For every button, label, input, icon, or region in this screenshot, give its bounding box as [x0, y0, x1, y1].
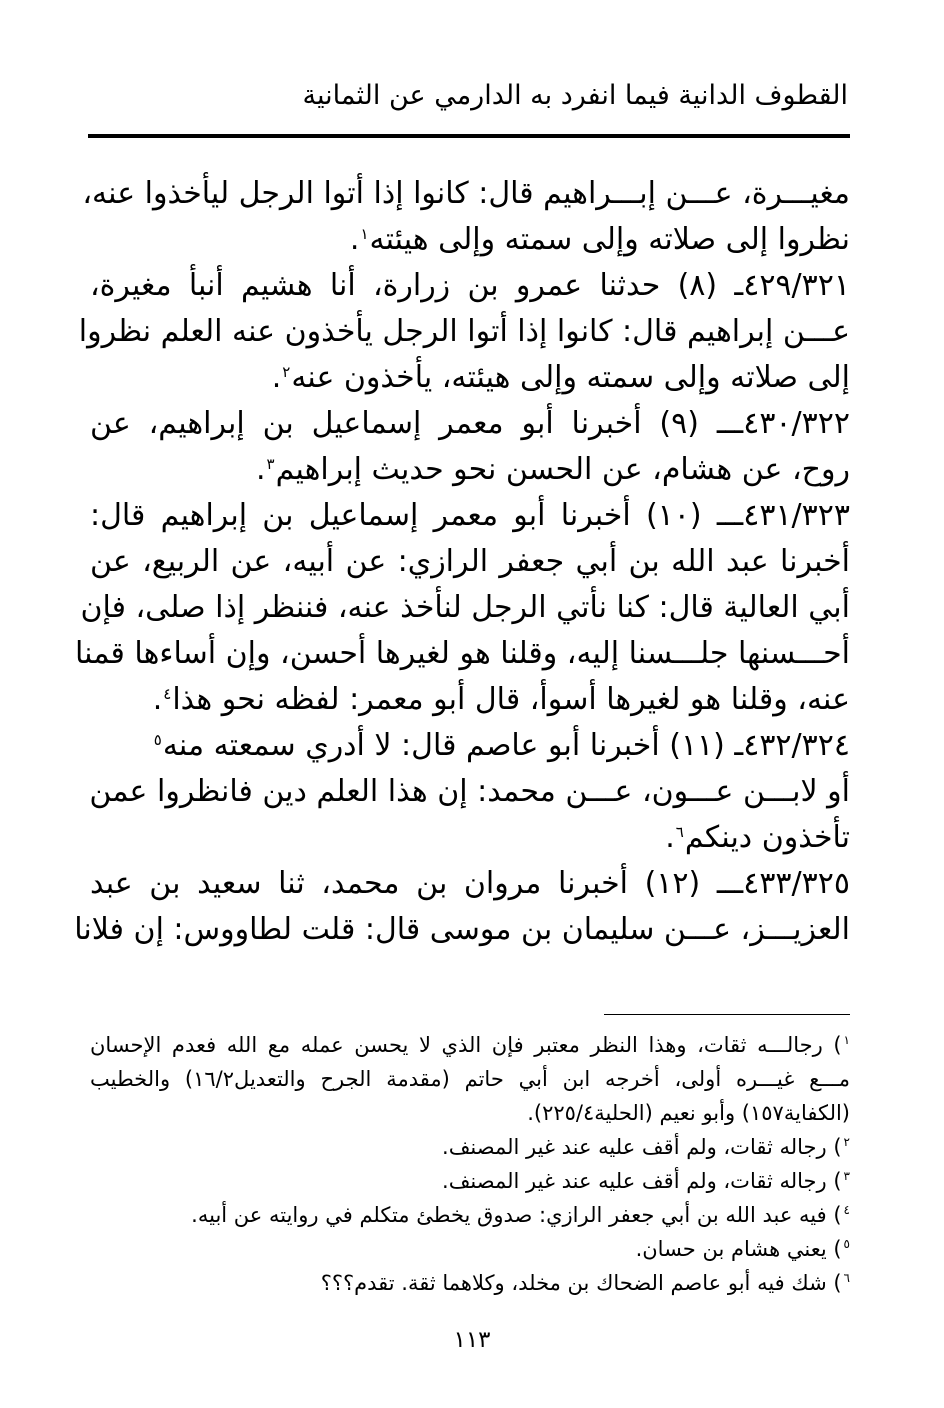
footnote-separator	[604, 1014, 850, 1015]
main-text	[74, 171, 851, 953]
text-line: أحـــسنها جلـــسنا إليه، وقلنا هو لغيرها أحسن، وإن أساءها قمنا	[75, 636, 850, 671]
page-number: ١١٣	[453, 1327, 491, 1353]
footnote-marker[interactable]: ٤	[163, 685, 172, 703]
text-line: أخبرنا عبد الله بن أبي جعفر الرازي: عن أبيه، عن الربيع، عن	[90, 544, 850, 579]
footnote-marker[interactable]: ٢	[282, 363, 291, 381]
text-line: ٤٣٣/٣٢٥ـــ (١٢) أخبرنا مروان بن محمد، ثنا سعيد بن عبد	[90, 866, 850, 901]
footnote-line: مـــع غيـــره أولى، أخرجه ابن أبي حاتم (مقدمة الجرح والتعديل١٦/٢) والخطيب	[90, 1067, 851, 1091]
header-rule	[88, 134, 850, 138]
footnote-marker[interactable]: ٥	[153, 731, 162, 749]
text-line: ٤٣١/٣٢٣ـــ (١٠) أخبرنا أبو معمر إسماعيل بن إبراهيم قال:	[90, 498, 851, 533]
running-header: القطوف الدانية فيما انفرد به الدارمي عن الثمانية	[302, 80, 848, 111]
footnote-number: ٣	[843, 1169, 850, 1183]
footnote-marker[interactable]: ١	[360, 225, 369, 243]
footnote-marker[interactable]: ٦	[675, 823, 684, 841]
footnote-line: $^٦$) شك فيه أبو عاصم الضحاك بن مخلد، وكلاهما ثقة. تقدم؟؟؟	[320, 1271, 850, 1295]
footnote-line: (الكفاية١٥٧) وأبو نعيم (الحلية٢٢٥/٤).	[527, 1101, 850, 1125]
text-line: مغيـــرة، عـــن إبـــراهيم قال: كانوا إذا أتوا الرجل ليأخذوا عنه،	[82, 176, 850, 211]
text-line: عنه، وقلنا هو لغيرها أسوأ، قال أبو معمر: لفظه نحو هذا$^٤$.	[152, 682, 850, 717]
footnote-line: $^٣$) رجاله ثقات، ولم أقف عليه عند غير المصنف.	[442, 1169, 850, 1193]
footnote-marker[interactable]: ٣	[266, 455, 275, 473]
text-line: تأخذون دينكم$^٦$.	[665, 820, 850, 855]
footnote-line: $^١$) رجالـــه ثقات، وهذا النظر معتبر فإن الذي لا يحسن عمله مع الله فعدم الإحسان	[90, 1033, 850, 1057]
footnote-line: $^٢$) رجاله ثقات، ولم أقف عليه عند غير المصنف.	[442, 1135, 850, 1159]
text-line: العزيـــز، عـــن سليمان بن موسى قال: قلت لطاووس: إن فلانا	[74, 912, 850, 947]
text-line: نظروا إلى صلاته وإلى سمته وإلى هيئته$^١$.	[349, 222, 850, 257]
footnote-line: $^٥$) يعني هشام بن حسان.	[635, 1237, 850, 1261]
text-line: إلى صلاته وإلى سمته وإلى هيئته، يأخذون عنه$^٢$.	[271, 360, 850, 395]
text-line: ٤٣٠/٣٢٢ـــ (٩) أخبرنا أبو معمر إسماعيل بن إبراهيم، عن	[90, 406, 850, 441]
text-line: عـــن إبراهيم قال: كانوا إذا أتوا الرجل يأخذون عنه العلم نظروا	[78, 314, 850, 349]
text-line: أو لابـــن عـــون، عـــن محمد: إن هذا العلم دين فانظروا عمن	[89, 774, 850, 809]
footnote-line: $^٤$) فيه عبد الله بن أبي جعفر الرازي: صدوق يخطئ متكلم في روايته عن أبيه.	[191, 1203, 850, 1227]
footnote-number: ٤	[843, 1203, 850, 1217]
footnotes	[90, 1028, 850, 1300]
text-line: ٤٣٢/٣٢٤ـ (١١) أخبرنا أبو عاصم قال: لا أدري سمعته منه$^٥$	[153, 728, 850, 763]
footnote-number: ٢	[843, 1135, 850, 1149]
footnote-number: ٦	[843, 1271, 850, 1285]
footnote-number: ١	[843, 1033, 850, 1047]
text-line: ٤٢٩/٣٢١ـ (٨) حدثنا عمرو بن زرارة، أنا هشيم أنبأ مغيرة،	[90, 268, 850, 303]
text-line: روح، عن هشام، عن الحسن نحو حديث إبراهيم$^٣$.	[255, 452, 850, 487]
footnote-number: ٥	[843, 1237, 850, 1251]
text-line: أبي العالية قال: كنا نأتي الرجل لنأخذ عنه، فننظر إذا صلى، فإن	[80, 590, 850, 625]
